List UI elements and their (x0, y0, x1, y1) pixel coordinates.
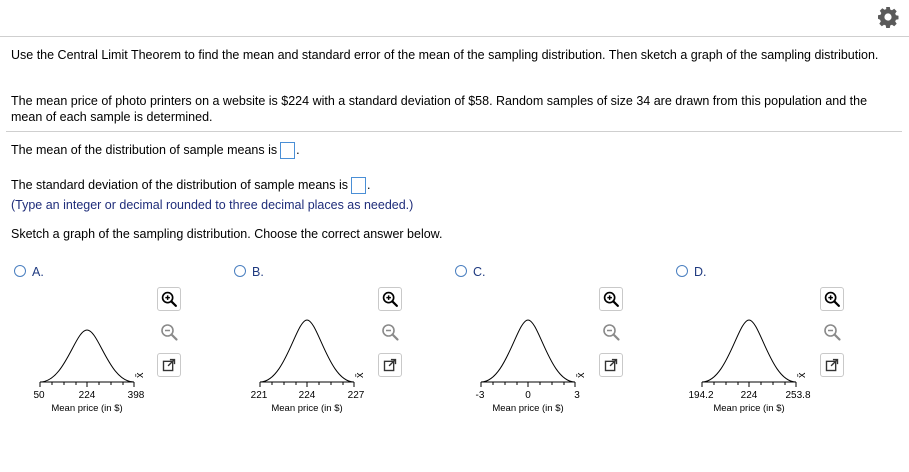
option-a-label: A. (32, 265, 44, 279)
normal-curve (260, 320, 354, 382)
zoom-out-icon[interactable] (157, 320, 181, 344)
tick-label-left: 194.2 (688, 390, 714, 401)
option-b-label: B. (252, 265, 264, 279)
x-variable: x̄ (575, 372, 587, 378)
option-d-radio[interactable] (676, 265, 688, 277)
chart-option-a (30, 312, 160, 416)
normal-curve (702, 320, 796, 382)
x-axis-label: Mean price (in $) (713, 403, 785, 414)
normal-curve (40, 330, 134, 382)
tick-label-left: 50 (33, 390, 45, 401)
tick-label-center: 224 (740, 390, 758, 401)
instruction-text: Use the Central Limit Theorem to find the mean and standard error of the mean of the sampling distribution. Then sketch a graph of the sampling distribution. (11, 48, 879, 62)
mean-period: . (296, 143, 300, 157)
x-axis-label: Mean price (in $) (271, 403, 343, 414)
x-axis-label: Mean price (in $) (51, 403, 123, 414)
tick-marks (702, 382, 796, 387)
option-d-label: D. (694, 265, 707, 279)
tick-label-left: -3 (475, 390, 485, 401)
tick-label-right: 253.8 (785, 390, 811, 401)
x-variable: x̄ (796, 372, 808, 378)
zoom-out-icon[interactable] (599, 320, 623, 344)
chart-option-c (471, 312, 601, 416)
tick-marks (40, 382, 134, 387)
tick-label-center: 0 (525, 390, 531, 401)
zoom-out-icon[interactable] (820, 320, 844, 344)
divider (6, 131, 902, 132)
x-variable: x̄ (354, 372, 366, 378)
zoom-in-icon[interactable] (820, 287, 844, 311)
sd-answer-input[interactable] (351, 177, 366, 194)
normal-curve (481, 320, 575, 382)
expand-icon[interactable] (157, 353, 181, 377)
sketch-prompt: Sketch a graph of the sampling distribution. Choose the correct answer below. (11, 227, 443, 241)
top-bar (0, 0, 909, 37)
tick-label-right: 398 (127, 390, 145, 401)
mean-question (11, 142, 300, 159)
tick-marks (481, 382, 575, 387)
x-variable: x̄ (134, 372, 146, 378)
zoom-in-icon[interactable] (378, 287, 402, 311)
tick-label-center: 224 (298, 390, 316, 401)
gear-icon[interactable] (876, 5, 900, 29)
chart-option-b (250, 312, 380, 416)
option-a-radio[interactable] (14, 265, 26, 277)
option-c-label: C. (473, 265, 486, 279)
tick-label-center: 224 (78, 390, 96, 401)
tick-label-right: 227 (347, 390, 365, 401)
option-c-radio[interactable] (455, 265, 467, 277)
sd-period: . (367, 178, 371, 192)
problem-text: The mean price of photo printers on a website is $224 with a standard deviation of $58. Random samples of size 34 are drawn from this population and the mean of each sample is determined. (11, 94, 868, 124)
tick-label-right: 3 (574, 390, 580, 401)
option-b-radio[interactable] (234, 265, 246, 277)
sd-question (11, 177, 370, 194)
expand-icon[interactable] (820, 353, 844, 377)
zoom-in-icon[interactable] (599, 287, 623, 311)
tick-label-left: 221 (250, 390, 268, 401)
sd-prompt: The standard deviation of the distribution of sample means is (11, 178, 348, 192)
tick-marks (260, 382, 354, 387)
x-axis-label: Mean price (in $) (492, 403, 564, 414)
mean-prompt: The mean of the distribution of sample means is (11, 143, 278, 157)
zoom-in-icon[interactable] (157, 287, 181, 311)
expand-icon[interactable] (378, 353, 402, 377)
expand-icon[interactable] (599, 353, 623, 377)
mean-answer-input[interactable] (280, 142, 295, 159)
rounding-hint: (Type an integer or decimal rounded to three decimal places as needed.) (11, 198, 414, 212)
chart-option-d (688, 312, 822, 416)
zoom-out-icon[interactable] (378, 320, 402, 344)
